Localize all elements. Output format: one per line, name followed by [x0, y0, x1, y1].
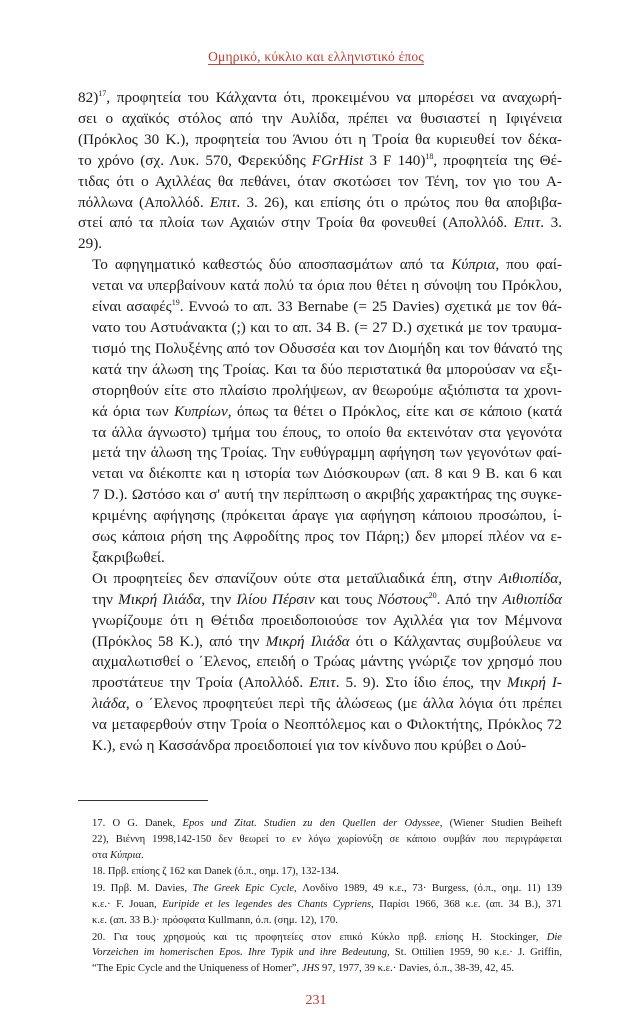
footnote-18: [78, 864, 562, 880]
italic-text: Die: [546, 931, 562, 943]
footnote-20: [78, 930, 562, 977]
text-line: Οι προφητείες δεν σπανίζουν ούτε στα μεταϊλιαδικά έπη, στην Αιθιοπίδα,: [92, 569, 562, 587]
main-text: [78, 88, 562, 757]
text-line: Κ.), ενώ η Κασσάνδρα προειδοποιεί για τον κίνδυνο που κρύβει ο Δού-: [92, 737, 527, 755]
text-line: 20. Για τους χρησμούς και τις προφητείες στον επικό Κύκλο πρβ. επίσης H. Stockinger, Die: [92, 931, 562, 943]
text-line: σει ο αχαϊκός στόλος από την Αυλίδα, πρέπει να θυσιαστεί η Ιφιγένεια: [78, 109, 562, 127]
italic-text: Μικρή Ι-: [506, 674, 562, 692]
text-line: λιάδα, ο ΄Ελενος προφητεύει περὶ τῆς ἁλώσεως (με άλλα λόγια ότι πρέπει: [92, 695, 562, 713]
text-line: στα Κύπρια.: [92, 849, 144, 861]
text-line: προστάτευε την Τροία (Απολλόδ. Επιτ. 5. 9). Στο ίδιο έπος, την Μικρή Ι-: [92, 674, 562, 692]
italic-text: Κύπρια: [451, 256, 496, 274]
italic-text: Επιτ: [513, 214, 541, 232]
footnotes: [78, 816, 562, 978]
text-line: (Πρόκλος 30 Κ.), προφητεία του Άνιου ότι η Τροία θα κυριευθεί τον δέκα-: [78, 130, 562, 148]
text-line: Vorzeichen im homerischen Epos. Ihre Typik und ihre Bedeutung, St. Ottilien 1959, 90 κ.ε.· J. Griffin,: [92, 947, 562, 959]
text-line: το χρόνο (σχ. Λυκ. 570, Φερεκύδης FGrHist 3 F 140)$^{18}$, προφητεία της Θέ-: [78, 151, 562, 169]
footnote-reference: 17: [98, 88, 107, 98]
italic-text: Μικρή Ιλιάδα: [118, 590, 202, 608]
paragraph-3: [78, 569, 562, 757]
text-line: είναι ασαφές$^{19}$. Εννοώ το απ. 33 Bernabe (= 25 Davies) σχετικά με τον θά-: [92, 298, 562, 316]
text-line: μετά την άλωση της Τροίας. Την ευθύγραμμη αφήγηση των γεγονότων φαί-: [92, 444, 562, 462]
italic-text: FGrHist: [311, 151, 364, 169]
text-line: σως κάποια ρήση της Αφροδίτης προς τον Πάρη;) δεν μπορεί πλέον να ε-: [92, 528, 562, 546]
footnote-17: [78, 816, 562, 863]
text-line: γνωρίζουμε ότι η Θέτιδα προειδοποιούσε τον Αχιλλέα για τον Μέμνονα: [92, 611, 562, 629]
text-line: κατά την άλωση της Τροίας. Και τα δύο περιστατικά θα μπορούσαν να εξι-: [92, 360, 562, 378]
paragraph-1: [78, 88, 562, 255]
text-line: 7 D.). Ωστόσο και σ' αυτή την περίπτωση ο ακριβής χαρακτήρας της συγκε-: [92, 486, 562, 504]
italic-text: Μικρή Ιλιάδα: [265, 632, 350, 650]
text-line: στεί από τα πλοία των Αχαιών στην Τροία θα φονευθεί (Απολλόδ. Επιτ. 3.: [78, 214, 563, 232]
text-line: 82)$^{17}$, προφητεία του Κάλχαντα ότι, προκειμένου να μπορέσει να αναχωρή-: [78, 88, 562, 106]
text-line: κ.ε.· F. Jouan, Euripide et les legendes des Chants Cypriens, Παρίσι 1966, 368 κ.ε. (απ. 34 Β.), 371: [92, 898, 562, 910]
italic-text: Epos und Zitat. Studien zu den Quellen der Odyssee: [182, 818, 440, 829]
running-title: Ομηρικό, κύκλιο και ελληνιστικό έπος: [208, 49, 424, 64]
text-line: νεται να υπερβαίνουν κατά πολύ τα όρια που θέτει η σύνοψη του Πρόκλου,: [92, 277, 562, 295]
text-line: 22), Βιέννη 1998,142-150 δεν θεωρεί το εν λόγω χωρίονύξη σε κάποιο συμβάν που περιγράφεται: [92, 833, 562, 845]
text-line: τα άλλα άγνωστο) τμήμα του έπους, το οποίο θα εκτεινόταν στα γεγονότα: [92, 423, 562, 441]
text-line: τισμό της Πολυξένης από τον Οδυσσέα και τον Διομήδη και τον θάνατό της: [92, 339, 562, 357]
italic-text: Επιτ: [209, 193, 237, 211]
text-line: να μεταφερθούν στην Τροία ο Νεοπτόλεμος και ο Φιλοκτήτης, Πρόκλος 72: [92, 716, 562, 734]
text-line: κριμένης αφήγησης (πρόκειται άραγε για αφήγηση κάποιου προσώπου, ί-: [92, 507, 562, 525]
footnote-reference: 19: [171, 298, 180, 307]
footnote-reference: 20: [428, 590, 437, 600]
text-line: νεται να διέκοπτε και η ιστορία των Διόσκουρων (απ. 8 και 9 Β. και 6 και: [92, 465, 562, 483]
text-line: την Μικρή Ιλιάδα, την Ιλίου Πέρσιν και τους Νόστους$^{20}$. Από την Αιθιοπίδα: [92, 590, 562, 608]
text-line: 29).: [78, 235, 103, 253]
italic-text: Vorzeichen im homerischen Epos. Ihre Typik und ihre Bedeutung: [92, 947, 387, 959]
italic-text: Euripide et les legendes des Chants Cypriens: [162, 898, 372, 910]
italic-text: Κύπρια: [110, 849, 141, 861]
text-line: (Πρόκλος 58 Κ.), από την Μικρή Ιλιάδα ότι ο Κάλχαντας συμβούλευε να: [92, 632, 562, 650]
text-line: 18. Πρβ. επίσης ζ 162 και Danek (ό.π., σημ. 17), 132-134.: [92, 866, 339, 878]
italic-text: Νόστους: [377, 590, 429, 608]
italic-text: Αιθιοπίδα: [498, 569, 559, 587]
text-line: Το αφηγηματικό καθεστώς δύο αποσπασμάτων από τα Κύπρια, που φαί-: [92, 256, 562, 274]
text-line: ξακριβωθεί.: [92, 548, 165, 566]
page-number: 231: [305, 993, 327, 1008]
footnote-reference: 18: [425, 151, 434, 161]
italic-text: Κυπρίων: [174, 402, 228, 420]
text-line: αιχμαλωτισθεί ο ΄Ελενος, επειδή ο Τρώας μάντης γνώριζε τον χρησμό που: [92, 653, 562, 671]
text-line: τιδας ότι ο Αχιλλέας θα πεθάνει, όταν σκοτώσει τον Τένη, τον γιο του Α-: [78, 172, 562, 190]
italic-text: Επιτ: [309, 674, 336, 692]
running-header: [0, 48, 632, 66]
text-line: κά όρια των Κυπρίων, όπως τα θέτει ο Πρόκλος, είτε και σε κάποιο (κατά: [92, 402, 562, 420]
italic-text: Αιθιοπίδα: [502, 590, 562, 608]
italic-text: λιάδα: [92, 695, 126, 713]
footnote-19: [78, 881, 562, 928]
italic-text: Ιλίου Πέρσιν: [236, 590, 315, 608]
text-line: νατο του Αστυάνακτα (;) και το απ. 34 Β. (= 27 D.) σχετικά με τον τραυμα-: [92, 318, 562, 336]
text-line: “The Epic Cycle and the Uniqueness of Homer”, JHS 97, 1977, 39 κ.ε.· Davies, ό.π., 38-39, 42, 45.: [92, 963, 515, 975]
footnote-separator: [78, 800, 208, 801]
italic-text: JHS: [301, 963, 320, 975]
text-line: 17. Ο G. Danek, Epos und Zitat. Studien zu den Quellen der Odyssee, (Wiener Studien Beiheft: [92, 818, 562, 829]
text-line: πόλλωνα (Απολλόδ. Επιτ. 3. 26), και επίσης ότι ο πρώτος που θα αποβιβα-: [78, 193, 563, 211]
text-line: 19. Πρβ. M. Davies, The Greek Epic Cycle, Λονδίνο 1989, 49 κ.ε., 73· Burgess, (ό.π., σημ. 11) 139: [92, 883, 562, 895]
text-line: στορηθούν είτε στο πλαίσιο προλήψεων, αν θεωρούμε αξιόπιστα τα χρονι-: [92, 381, 562, 399]
italic-text: The Greek Epic Cycle: [192, 883, 295, 895]
paragraph-2: [78, 255, 562, 569]
text-line: κ.ε. (απ. 33 Β.)· πρόσφατα Kullmann, ό.π. (σημ. 12), 170.: [92, 914, 338, 926]
